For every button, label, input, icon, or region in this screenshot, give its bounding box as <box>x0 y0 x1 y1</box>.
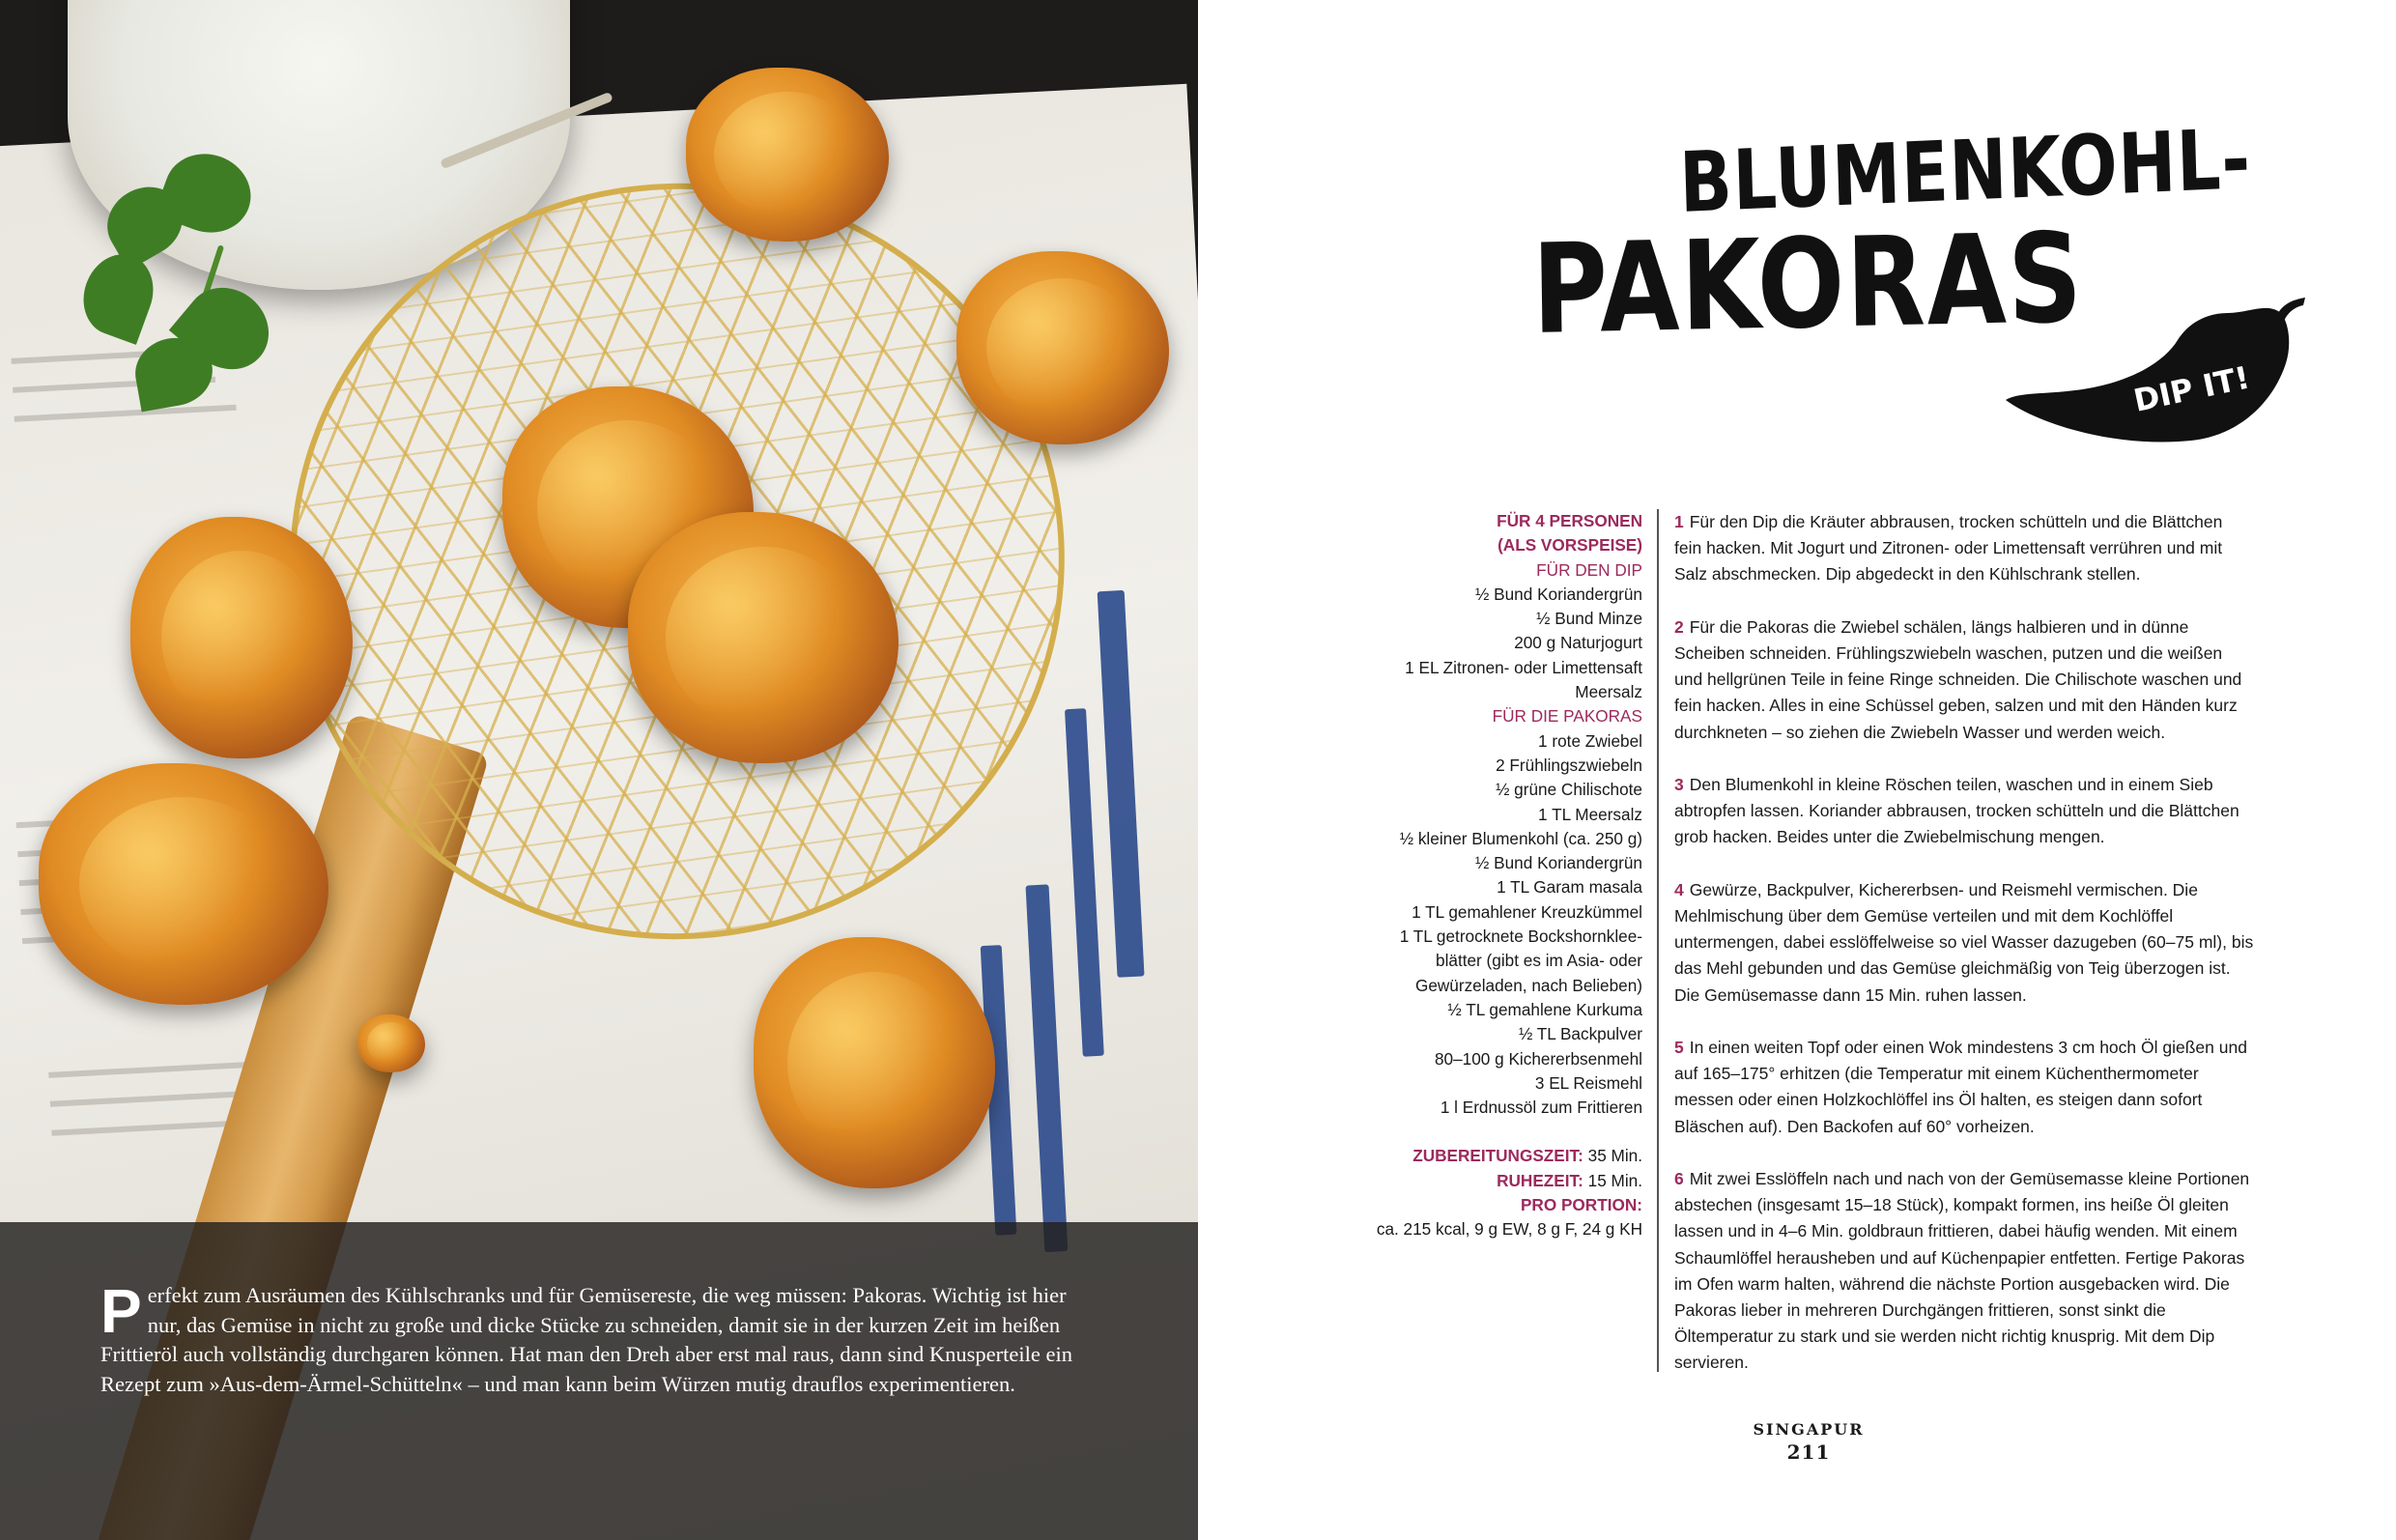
ingredient-item: 1 TL Garam masala <box>1497 877 1642 898</box>
ingredient-item: 3 EL Reismehl <box>1534 1072 1642 1093</box>
title-line-2: PAKORAS <box>1531 207 2085 362</box>
page-number: 211 <box>1786 1440 1831 1464</box>
ingredient-item: ½ TL gemahlene Kurkuma <box>1447 999 1642 1019</box>
pakora <box>956 251 1169 444</box>
rest-time <box>1275 1169 1642 1193</box>
ingredient-item: 1 TL gemahlener Kreuzkümmel <box>1412 901 1642 922</box>
step-2 <box>1674 614 2254 746</box>
serves-line-1: FÜR 4 PERSONEN <box>1497 511 1642 530</box>
prep-time-value: 35 Min. <box>1583 1146 1642 1166</box>
step-number: 1 <box>1674 512 1684 531</box>
column-divider <box>1657 509 1659 1372</box>
pakora-heading: FÜR DIE PAKORAS <box>1492 706 1642 727</box>
ingredient-item: blätter (gibt es im Asia- oder <box>1436 951 1642 971</box>
ingredient-item: 1 rote Zwiebel <box>1538 730 1642 751</box>
title-line-1: BLUMENKOHL- <box>1678 111 2253 232</box>
ingredient-item: Gewürzeladen, nach Belieben) <box>1414 975 1642 995</box>
ingredient-item: 1 TL getrocknete Bockshornklee- <box>1399 927 1642 947</box>
chili-badge <box>1998 296 2305 460</box>
ingredient-item: 80–100 g Kichererbsenmehl <box>1435 1048 1642 1069</box>
ingredient-item: 2 Frühlingszwiebeln <box>1496 755 1642 775</box>
ingredient-item: 1 EL Zitronen- oder Limettensaft <box>1405 657 1642 677</box>
pakora <box>686 68 889 242</box>
ingredients-list <box>1275 509 1642 1242</box>
ingredient-item: ½ kleiner Blumenkohl (ca. 250 g) <box>1399 828 1642 848</box>
step-5 <box>1674 1035 2254 1140</box>
portion-label: PRO PORTION: <box>1520 1195 1642 1215</box>
prep-time <box>1275 1144 1642 1168</box>
step-text: Gewürze, Backpulver, Kichererbsen- und Reismehl vermischen. Die Mehlmischung über dem Gemüse verteilen und mit dem Kochlöffel untermengen, dabei esslöffelweise so viel Wasser dazugeben (60–75 ml), bis das Mehl gebunden und das Gemüse gleichmäßig von Teig überzogen ist. Die Gemüsemasse dann 15 Min. ruhen lassen. <box>1674 879 2254 1005</box>
chapter-name: SINGAPUR <box>1753 1420 1865 1439</box>
step-4 <box>1674 877 2254 1009</box>
caption-text: erfekt zum Ausräumen des Kühlschranks und für Gemüsereste, die weg müssen: Pakoras. Wichtig ist hier nur, das Gemüse in nicht zu große und dicke Stücke zu schneiden, damit sie in der kurzen Zeit im heißen Frittieröl auch vollständig durchgaren können. Hat man den Dreh aber erst mal raus, dann sind Knusperteile ein Rezept zum »Aus-dem-Ärmel-Schütteln« – und man kann beim Würzen mutig drauflos experimentieren. <box>100 1283 1072 1396</box>
prep-time-label: ZUBEREITUNGSZEIT: <box>1412 1146 1583 1166</box>
ingredient-item: ½ TL Backpulver <box>1518 1024 1642 1044</box>
step-1 <box>1674 509 2254 588</box>
step-text: Mit zwei Esslöffeln nach und nach von der Gemüsemasse kleine Portionen abstechen (insgesamt 15–18 Stück), kompakt formen, ins heiße Öl gleiten lassen und in 4–6 Min. goldbraun frittieren, dabei häufig wenden. Mit einem Schaumlöffel herausheben und auf Küchenpapier entfetten. Fertige Pakoras im Ofen warm halten, während die nächste Portion ausgebacken wird. Die Pakoras lieber in mehreren Durchgängen frittieren, sonst sinkt die Öltemperatur zu stark und sie werden nicht richtig knusprig. Mit dem Dip servieren. <box>1674 1169 2250 1373</box>
rest-time-label: RUHEZEIT: <box>1497 1170 1583 1190</box>
pakora <box>357 1014 425 1072</box>
serves-line-2: (ALS VORSPEISE) <box>1498 535 1642 556</box>
step-number: 5 <box>1674 1038 1684 1057</box>
ingredient-item: Meersalz <box>1575 682 1642 702</box>
step-text: Für den Dip die Kräuter abbrausen, trocken schütteln und die Blättchen fein hacken. Mit Jogurt und Zitronen- oder Limettensaft verrühren und mit Salz abschmecken. Dip abgedeckt in den Kühlschrank stellen. <box>1674 512 2223 585</box>
page-footer <box>1751 1420 1867 1464</box>
step-number: 3 <box>1674 775 1684 794</box>
caption-dropcap: P <box>100 1276 142 1346</box>
step-number: 6 <box>1674 1169 1684 1188</box>
ingredient-item: 1 l Erdnussöl zum Frittieren <box>1440 1098 1642 1118</box>
ingredient-item: ½ grüne Chilischote <box>1496 780 1642 800</box>
step-text: Für die Pakoras die Zwiebel schälen, längs halbieren und in dünne Scheiben schneiden. Frühlingszwiebeln waschen, putzen und die weißen und hellgrünen Teile in feine Ringe schneiden. Die Chilischote waschen und fein hacken. Alles in eine Schüssel geben, salzen und mit den Händen kurz durchkneten – so ziehen die Zwiebeln Wasser und werden weich. <box>1674 616 2242 742</box>
ingredient-item: 1 TL Meersalz <box>1538 804 1642 824</box>
step-number: 4 <box>1674 879 1684 899</box>
step-number: 2 <box>1674 616 1684 637</box>
ingredient-item: ½ Bund Minze <box>1536 609 1642 629</box>
ingredient-item: 200 g Naturjogurt <box>1514 633 1642 653</box>
ingredient-item: ½ Bund Koriandergrün <box>1475 853 1642 873</box>
step-text: In einen weiten Topf oder einen Wok mindestens 3 cm hoch Öl gießen und auf 165–175° erhitzen (die Temperatur mit einem Küchenthermometer messen oder einen Holzkochlöffel ins Öl halten, es steigen dann sofort Bläschen auf). Den Backofen auf 60° vorheizen. <box>1674 1038 2247 1136</box>
chili-badge-label: DIP IT! <box>2130 358 2253 419</box>
preparation-steps <box>1674 509 2254 1403</box>
dip-heading: FÜR DEN DIP <box>1536 559 1642 580</box>
step-3 <box>1674 772 2254 851</box>
step-6 <box>1674 1166 2254 1377</box>
step-text: Den Blumenkohl in kleine Röschen teilen, waschen und in einem Sieb abtropfen lassen. Koriander abbrausen, trocken schütteln und die Blättchen grob hacken. Beides unter die Zwiebelmischung mengen. <box>1674 775 2239 847</box>
ingredient-item: ½ Bund Koriandergrün <box>1475 584 1642 604</box>
rest-time-value: 15 Min. <box>1583 1170 1642 1190</box>
portion-nutrition: ca. 215 kcal, 9 g EW, 8 g F, 24 g KH <box>1376 1219 1642 1240</box>
intro-caption <box>100 1276 1096 1399</box>
